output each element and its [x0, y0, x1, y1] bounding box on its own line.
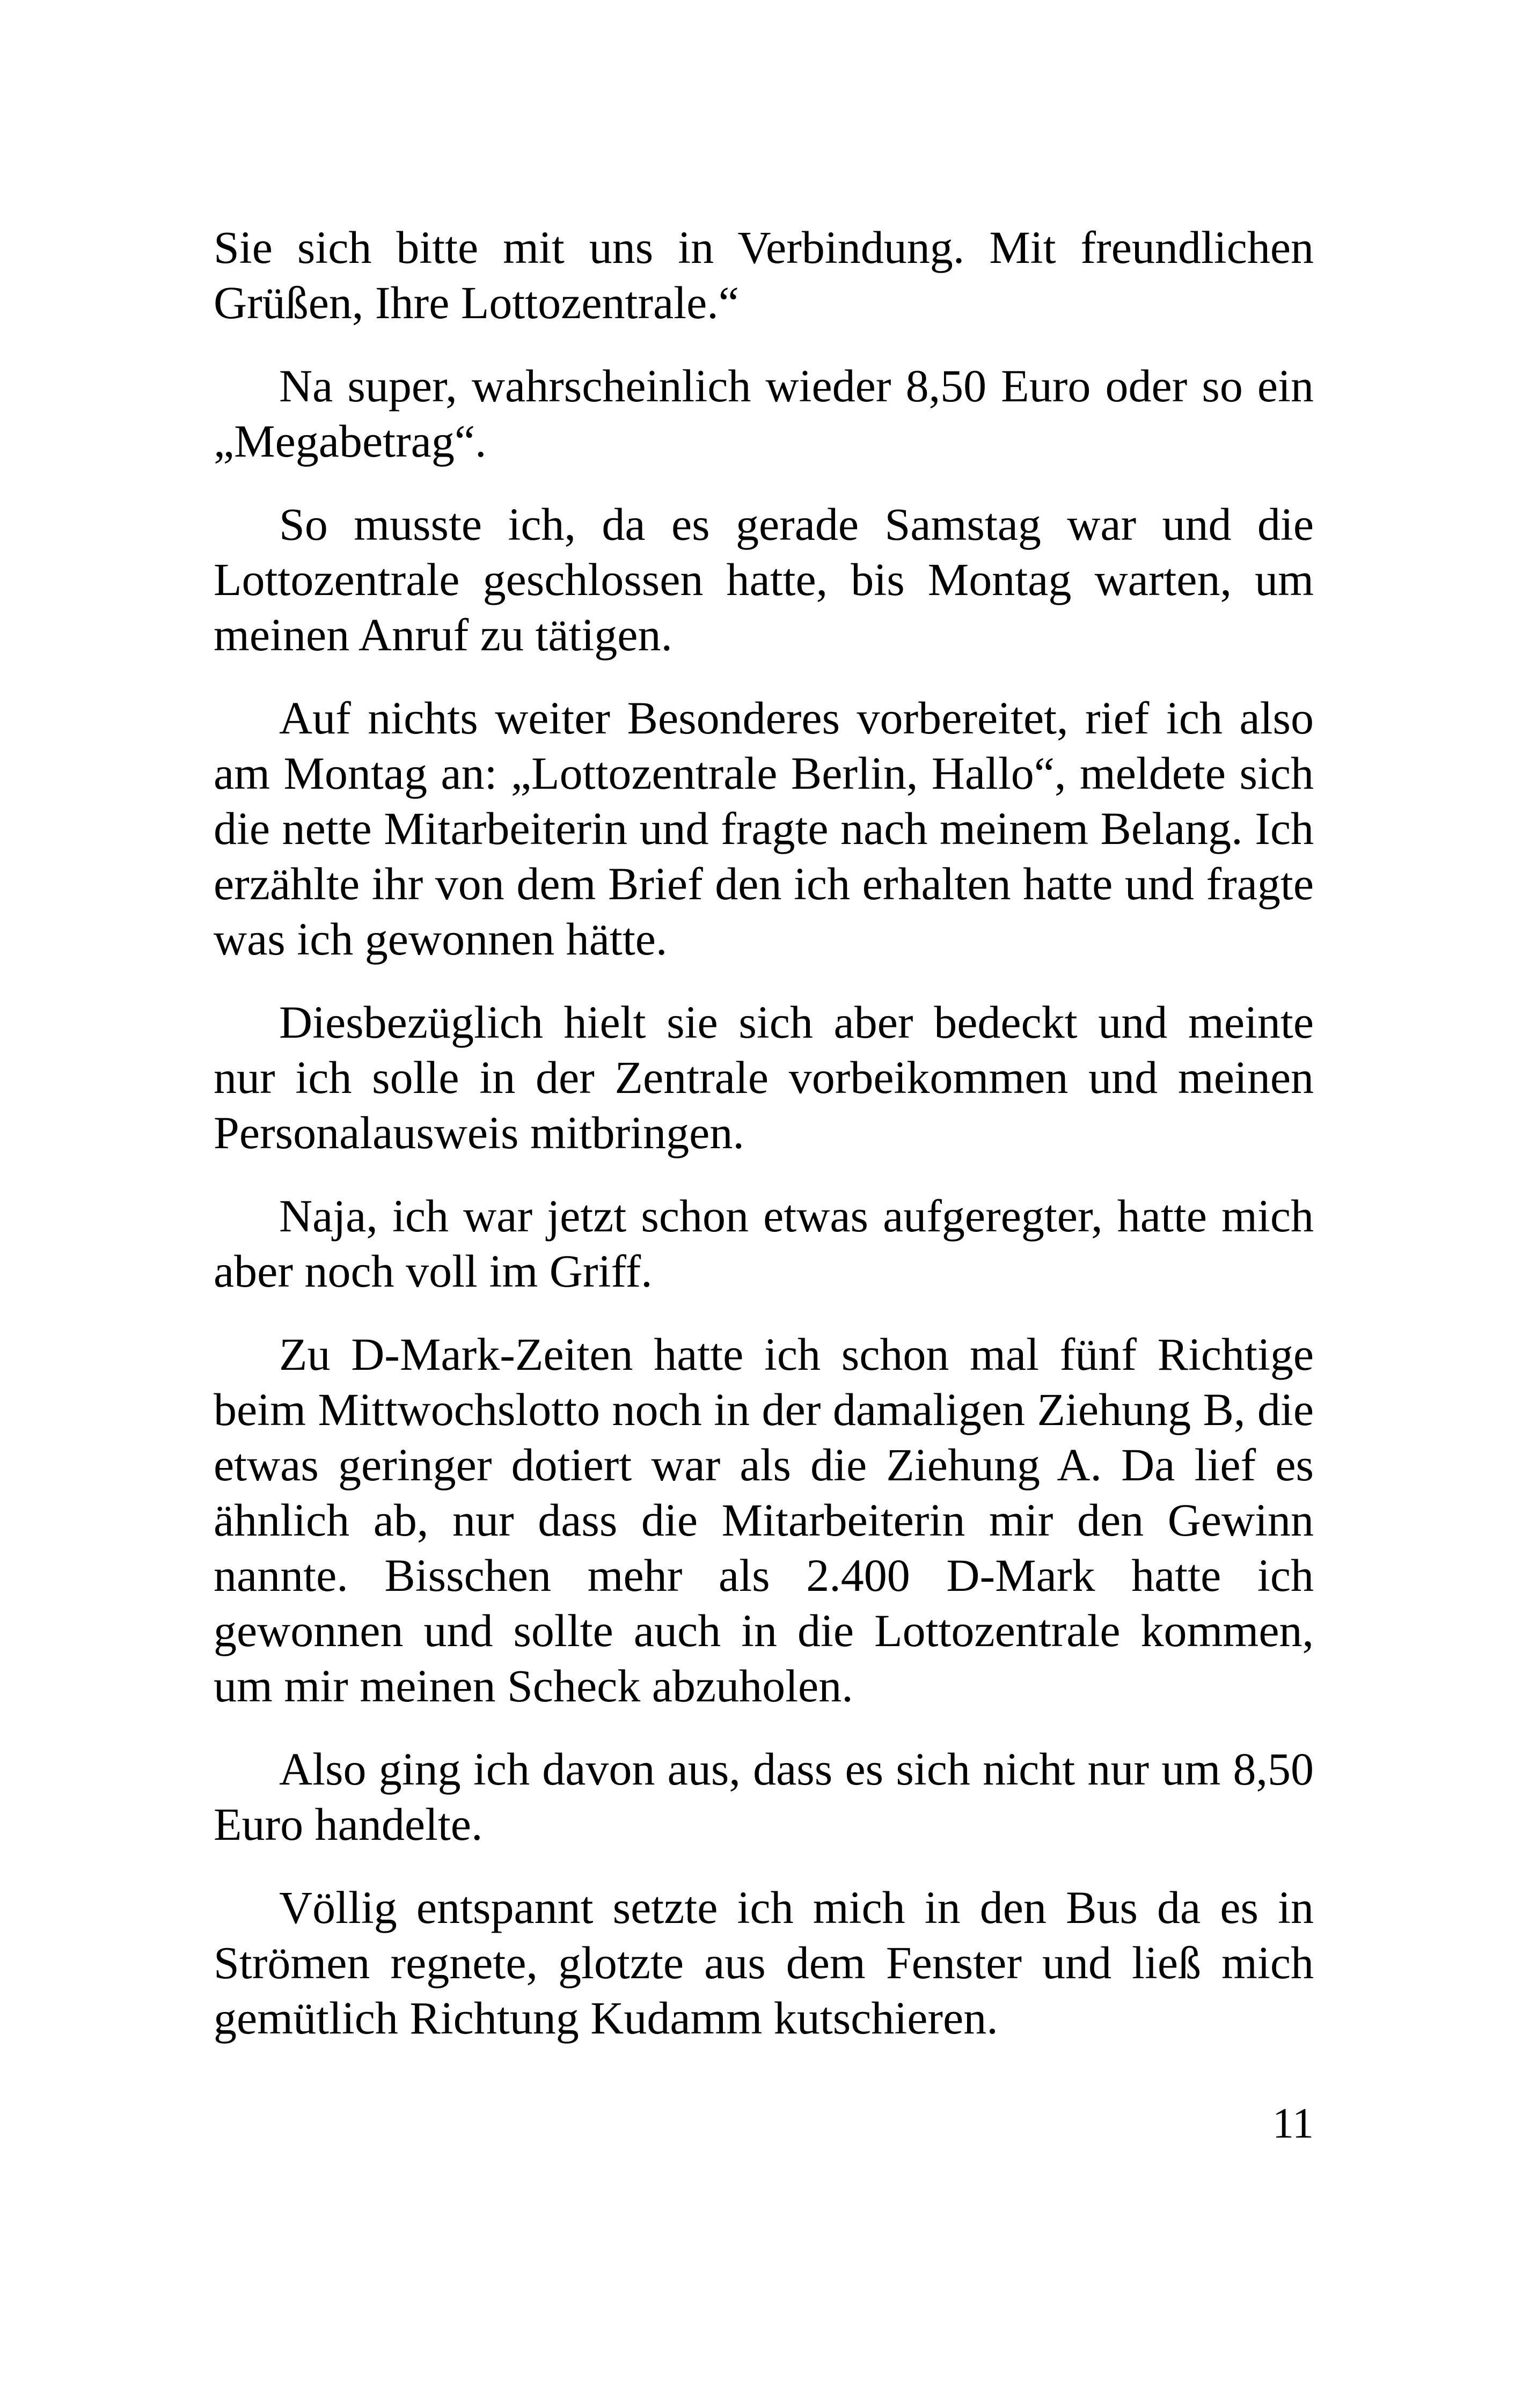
paragraph: Zu D-Mark-Zeiten hatte ich schon mal fünf Richtige beim Mittwochslotto noch in der damaligen Ziehung B, die etwas geringer dotiert war als die Ziehung A. Da lief es ähnlich ab, nur dass die Mitarbeiterin mir den Gewinn nannte. Bisschen mehr als 2.400 D-Mark hatte ich gewonnen und sollte auch in die Lottozentrale kommen, um mir meinen Scheck abzuholen. [214, 1328, 1314, 1712]
paragraph: Auf nichts weiter Besonderes vorbereitet, rief ich also am Montag an: „Lottozentrale Berlin, Hallo“, meldete sich die nette Mitarbeiterin und fragte nach meinem Belang. Ich erzählte ihr von dem Brief den ich erhalten hatte und fragte was ich gewonnen hätte. [214, 692, 1314, 965]
page-number: 11 [1272, 2100, 1314, 2147]
paragraph: Völlig entspannt setzte ich mich in den Bus da es in Strömen regnete, glotzte aus dem Fenster und ließ mich gemütlich Richtung Kudamm kutschieren. [214, 1882, 1314, 2044]
paragraph: Na super, wahrscheinlich wieder 8,50 Euro oder so ein „Megabetrag“. [214, 360, 1314, 467]
paragraph: So musste ich, da es gerade Samstag war und die Lottozentrale geschlossen hatte, bis Montag warten, um meinen Anruf zu tätigen. [214, 498, 1314, 660]
body-text [214, 220, 1314, 2074]
paragraph: Naja, ich war jetzt schon etwas aufgeregter, hatte mich aber noch voll im Griff. [214, 1190, 1314, 1297]
paragraph: Sie sich bitte mit uns in Verbindung. Mit freundlichen Grüßen, Ihre Lottozentrale.“ [214, 222, 1314, 328]
paragraph: Diesbezüglich hielt sie sich aber bedeckt und meinte nur ich solle in der Zentrale vorbeikommen und meinen Personalausweis mitbringen. [214, 996, 1314, 1158]
paragraph: Also ging ich davon aus, dass es sich nicht nur um 8,50 Euro handelte. [214, 1743, 1314, 1850]
